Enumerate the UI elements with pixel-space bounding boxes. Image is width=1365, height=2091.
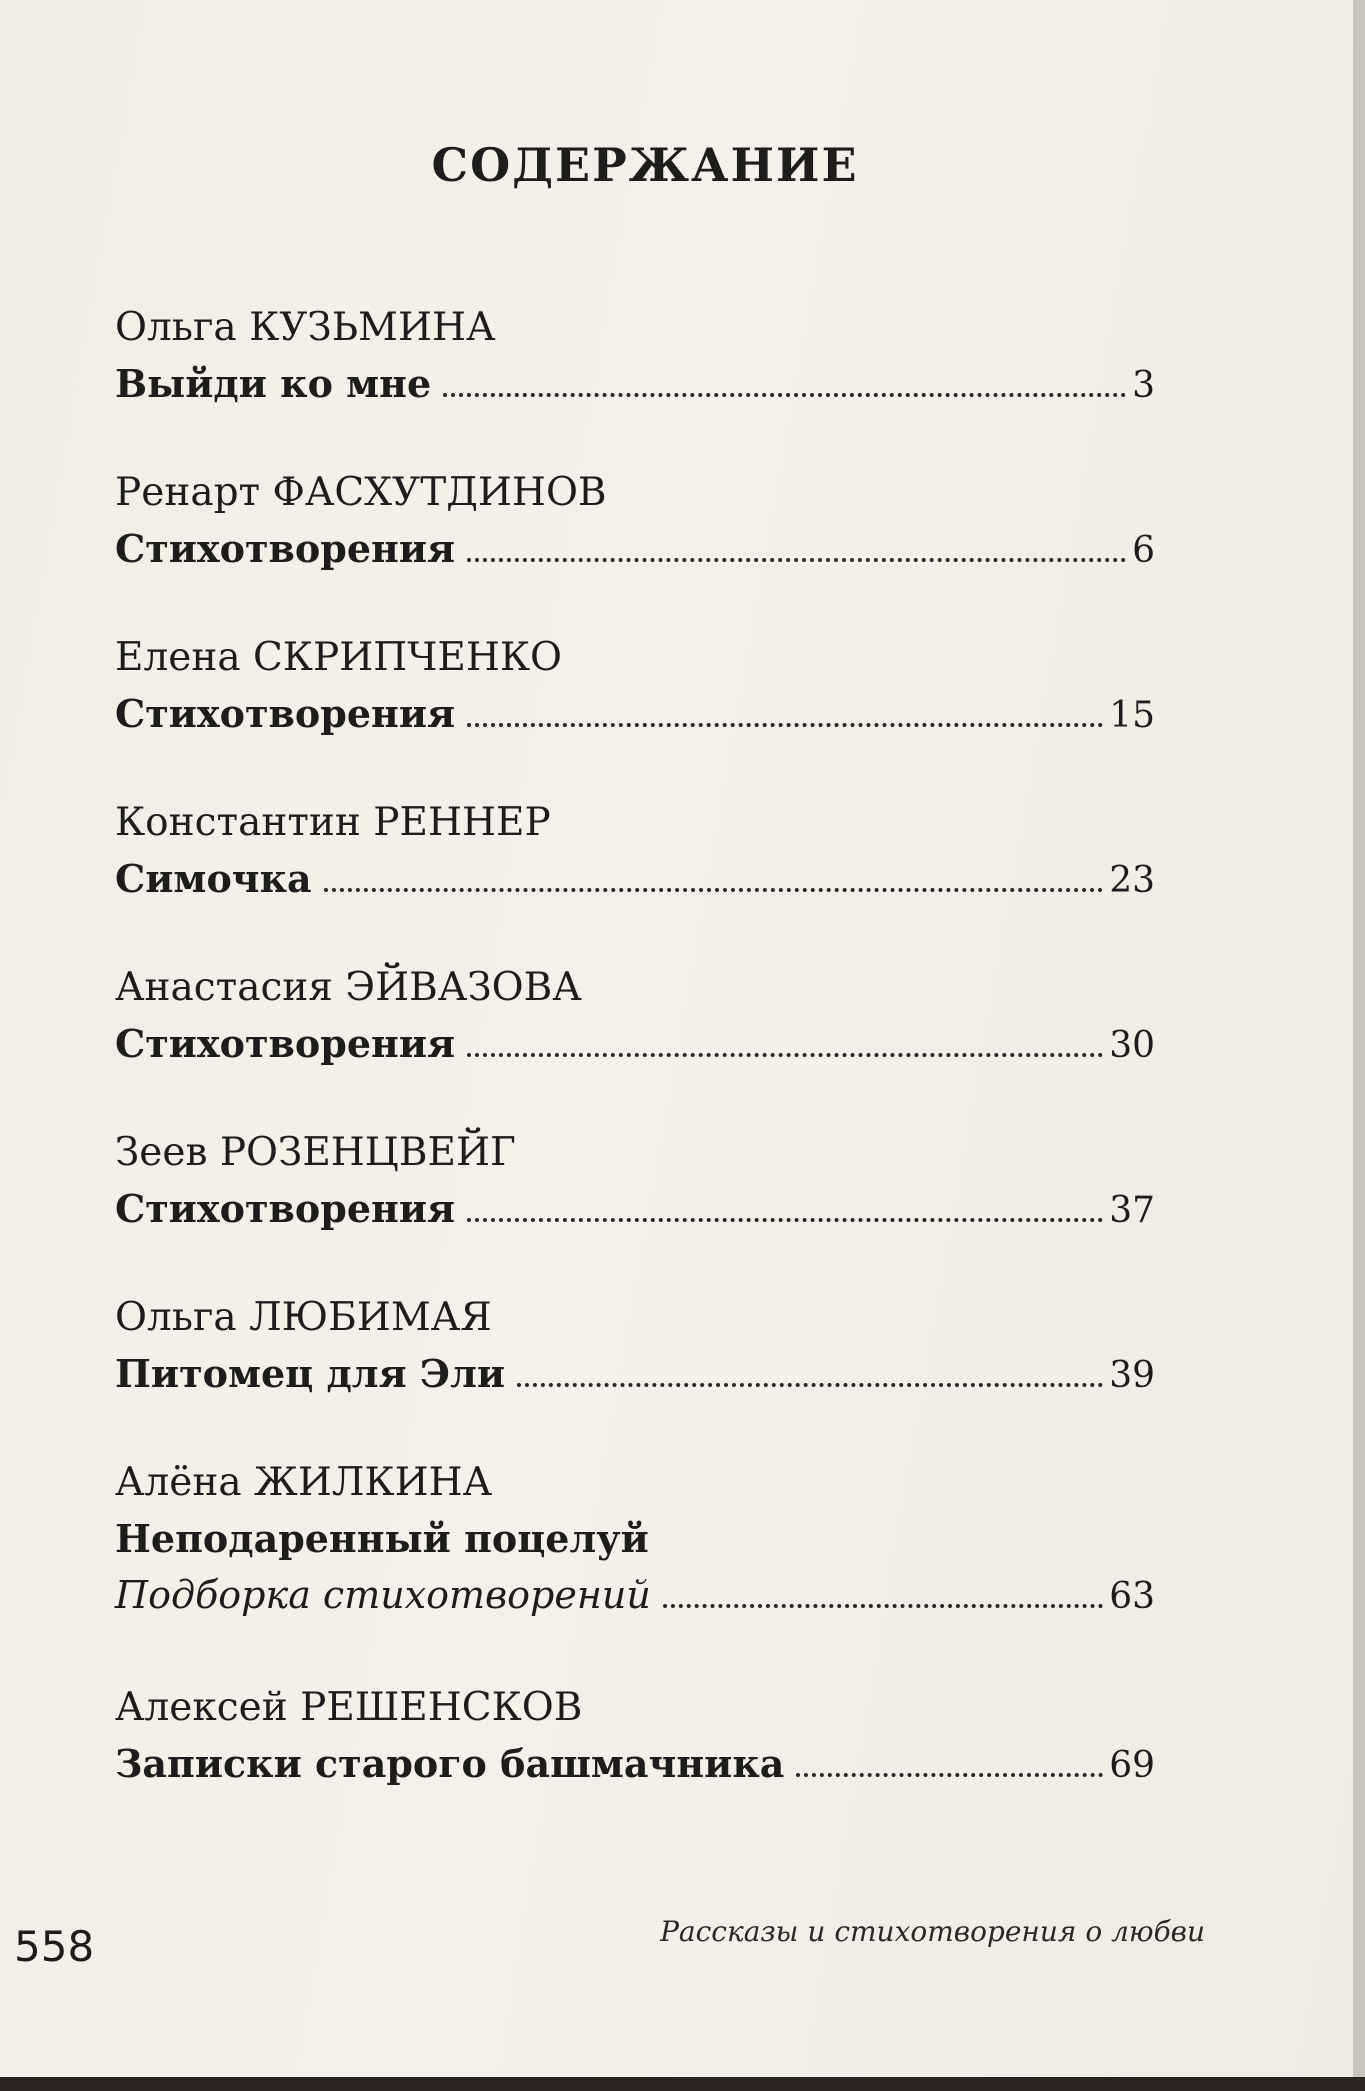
toc-page-number: 63 (1109, 1576, 1155, 1617)
toc-author: Анастасия ЭЙВАЗОВА (115, 965, 582, 1010)
dot-leader (796, 1773, 1103, 1777)
toc-author: Ольга ЛЮБИМАЯ (115, 1295, 492, 1340)
toc-work-subtitle: Подборка стихотворений (115, 1573, 651, 1617)
toc-work-title: Стихотворения (115, 1186, 456, 1231)
toc-author: Зеев РОЗЕНЦВЕЙГ (115, 1130, 516, 1175)
page-title: СОДЕРЖАНИЕ (431, 138, 859, 192)
toc-work-line (115, 1346, 1155, 1404)
toc-entry (115, 630, 1155, 795)
toc-entry (115, 300, 1155, 465)
toc-work-line (115, 1511, 1155, 1567)
toc-work-title: Симочка (115, 856, 312, 901)
toc-page-number: 30 (1109, 1025, 1155, 1066)
toc-entry (115, 1455, 1155, 1680)
toc-entry (115, 465, 1155, 630)
toc-work-line (115, 1016, 1155, 1074)
page-edge (1353, 0, 1365, 2091)
toc-page-number: 39 (1109, 1355, 1155, 1396)
dot-leader (443, 393, 1126, 397)
toc-work-title: Стихотворения (115, 691, 456, 736)
toc-work-title: Неподаренный поцелуй (115, 1516, 649, 1561)
dot-leader (467, 1053, 1103, 1057)
toc-page-number: 23 (1109, 860, 1155, 901)
toc-work-title: Питомец для Эли (115, 1351, 506, 1396)
dot-leader (663, 1604, 1103, 1608)
toc-work-title: Записки старого башмачника (115, 1741, 785, 1786)
page-number: 558 (14, 1922, 95, 1971)
toc-page-number: 37 (1109, 1190, 1155, 1231)
dot-leader (467, 558, 1126, 562)
dot-leader (324, 888, 1104, 892)
toc-work-line (115, 686, 1155, 744)
running-title: Рассказы и стихотворения о любви (660, 1915, 1205, 1948)
toc-entry (115, 960, 1155, 1125)
toc-work-line (115, 851, 1155, 909)
toc-work-line (115, 356, 1155, 414)
dot-leader (517, 1383, 1103, 1387)
toc-author: Елена СКРИПЧЕНКО (115, 635, 563, 680)
toc-work-line (115, 1181, 1155, 1239)
toc-subtitle-line (115, 1567, 1155, 1625)
toc-entry (115, 795, 1155, 960)
dot-leader (467, 723, 1103, 727)
toc-page-number: 15 (1109, 695, 1155, 736)
book-cover-edge (0, 2077, 1365, 2091)
toc-page-number: 3 (1132, 365, 1155, 406)
dot-leader (467, 1218, 1103, 1222)
toc-author: Алёна ЖИЛКИНА (115, 1460, 493, 1505)
toc-entry (115, 1125, 1155, 1290)
toc-author: Константин РЕННЕР (115, 800, 551, 845)
toc-entry (115, 1290, 1155, 1455)
toc-page-number: 6 (1132, 530, 1155, 571)
toc-work-title: Выйди ко мне (115, 361, 432, 406)
table-of-contents (115, 300, 1155, 1845)
toc-work-title: Стихотворения (115, 526, 456, 571)
toc-page-number: 69 (1109, 1745, 1155, 1786)
toc-entry (115, 1680, 1155, 1845)
toc-author: Алексей РЕШЕНСКОВ (115, 1685, 583, 1730)
toc-author: Ренарт ФАСХУТДИНОВ (115, 470, 607, 515)
toc-work-line (115, 1736, 1155, 1794)
toc-work-title: Стихотворения (115, 1021, 456, 1066)
toc-work-line (115, 521, 1155, 579)
toc-author: Ольга КУЗЬМИНА (115, 305, 496, 350)
